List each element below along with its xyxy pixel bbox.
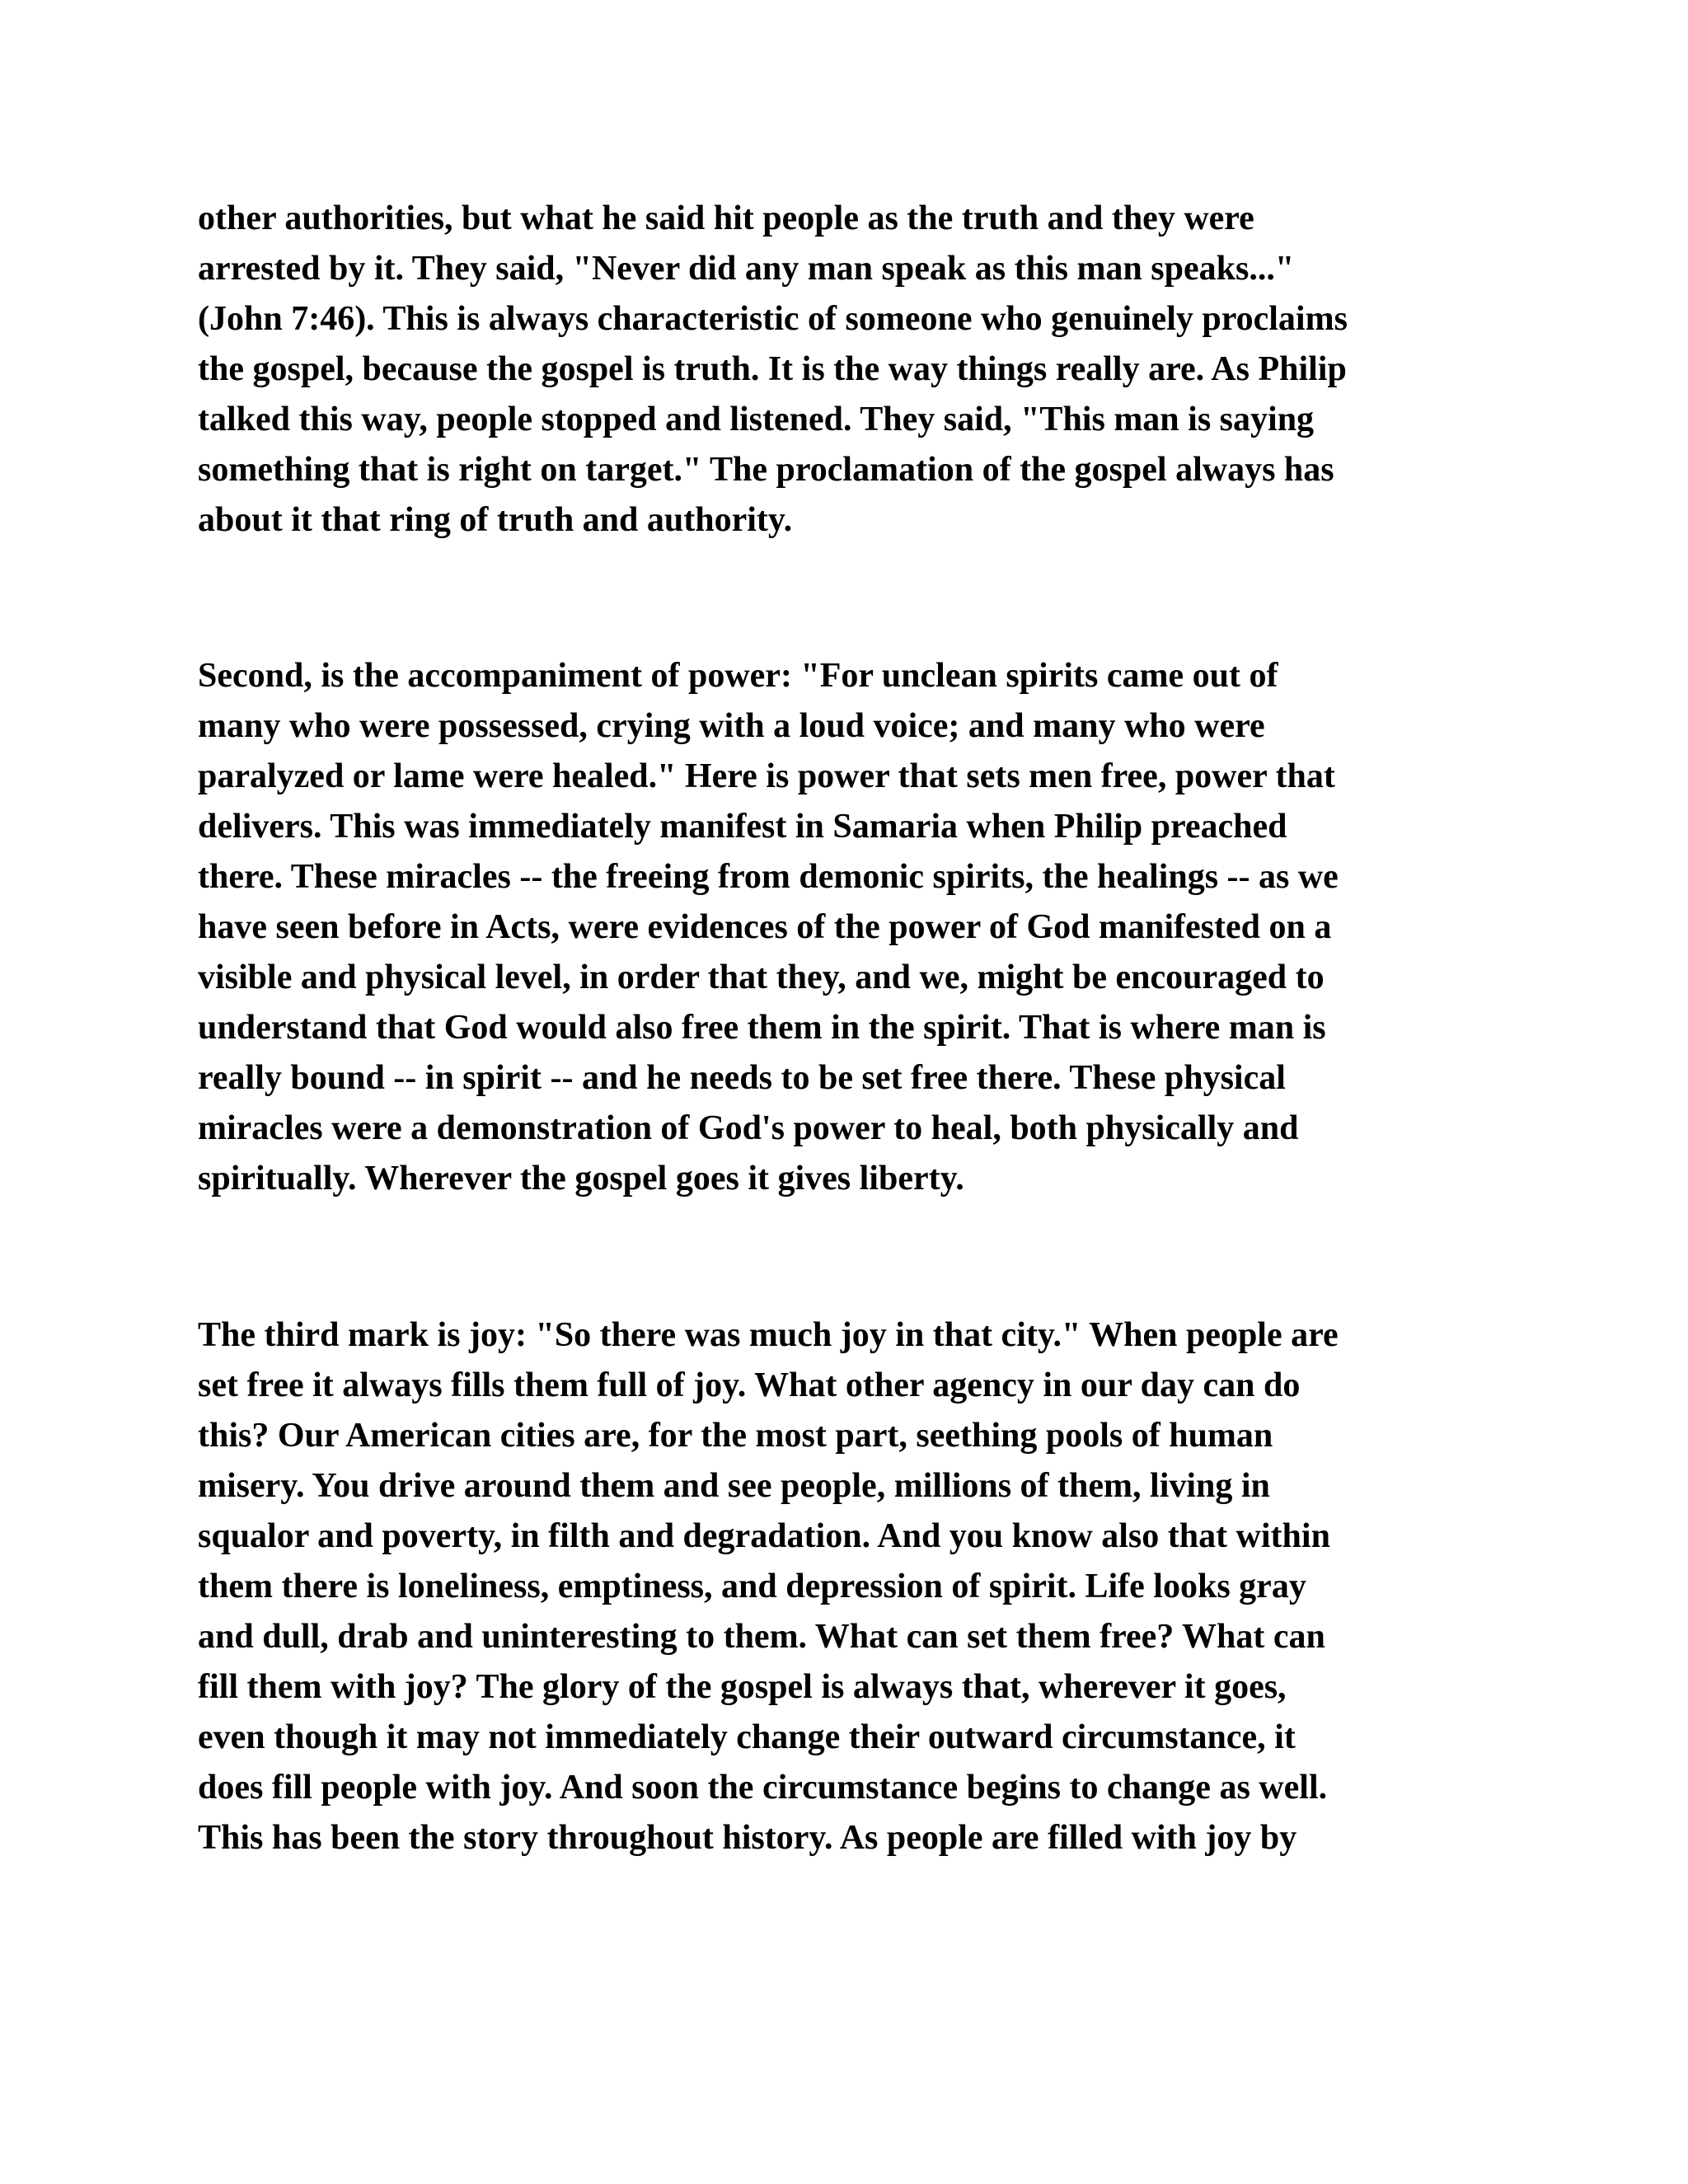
paragraph-2 [198,651,1517,1204]
text-line: This has been the story throughout history. As people are filled with joy by [198,1819,1297,1857]
text-line: have seen before in Acts, were evidences of the power of God manifested on a [198,908,1332,946]
text-line: misery. You drive around them and see people, millions of them, living in [198,1467,1270,1505]
text-line: something that is right on target." The proclamation of the gospel always has [198,451,1334,489]
paragraph-1 [198,194,1517,546]
text-line: other authorities, but what he said hit people as the truth and they were [198,199,1254,237]
text-line: understand that God would also free them in the spirit. That is where man is [198,1009,1326,1047]
text-line: miracles were a demonstration of God's power to heal, both physically and [198,1109,1299,1147]
text-line: The third mark is joy: "So there was much joy in that city." When people are [198,1316,1339,1354]
paragraph-3 [198,1310,1517,1863]
text-line: this? Our American cities are, for the most part, seething pools of human [198,1417,1273,1455]
text-line: visible and physical level, in order that they, and we, might be encouraged to [198,958,1325,996]
text-line: spiritually. Wherever the gospel goes it gives liberty. [198,1160,964,1197]
text-line: set free it always fills them full of joy. What other agency in our day can do [198,1366,1301,1404]
text-line: squalor and poverty, in filth and degradation. And you know also that within [198,1517,1330,1555]
text-line: arrested by it. They said, "Never did any man speak as this man speaks..." [198,250,1295,288]
text-line: and dull, drab and uninteresting to them. What can set them free? What can [198,1618,1325,1656]
text-line: even though it may not immediately change their outward circumstance, it [198,1718,1296,1756]
text-line: there. These miracles -- the freeing from demonic spirits, the healings -- as we [198,858,1339,896]
text-line: fill them with joy? The glory of the gospel is always that, wherever it goes, [198,1668,1287,1706]
text-line: (John 7:46). This is always characteristic of someone who genuinely proclaims [198,300,1348,338]
text-line: the gospel, because the gospel is truth. It is the way things really are. As Philip [198,350,1347,388]
text-line: paralyzed or lame were healed." Here is power that sets men free, power that [198,757,1335,795]
text-line: them there is loneliness, emptiness, and depression of spirit. Life looks gray [198,1568,1306,1605]
text-line: really bound -- in spirit -- and he needs to be set free there. These physical [198,1059,1286,1097]
text-line: Second, is the accompaniment of power: "For unclean spirits came out of [198,657,1278,695]
text-line: talked this way, people stopped and listened. They said, "This man is saying [198,401,1315,438]
text-line: does fill people with joy. And soon the circumstance begins to change as well. [198,1769,1328,1807]
text-line: delivers. This was immediately manifest in Samaria when Philip preached [198,808,1287,846]
text-line: many who were possessed, crying with a loud voice; and many who were [198,707,1265,745]
text-line: about it that ring of truth and authority. [198,501,793,539]
